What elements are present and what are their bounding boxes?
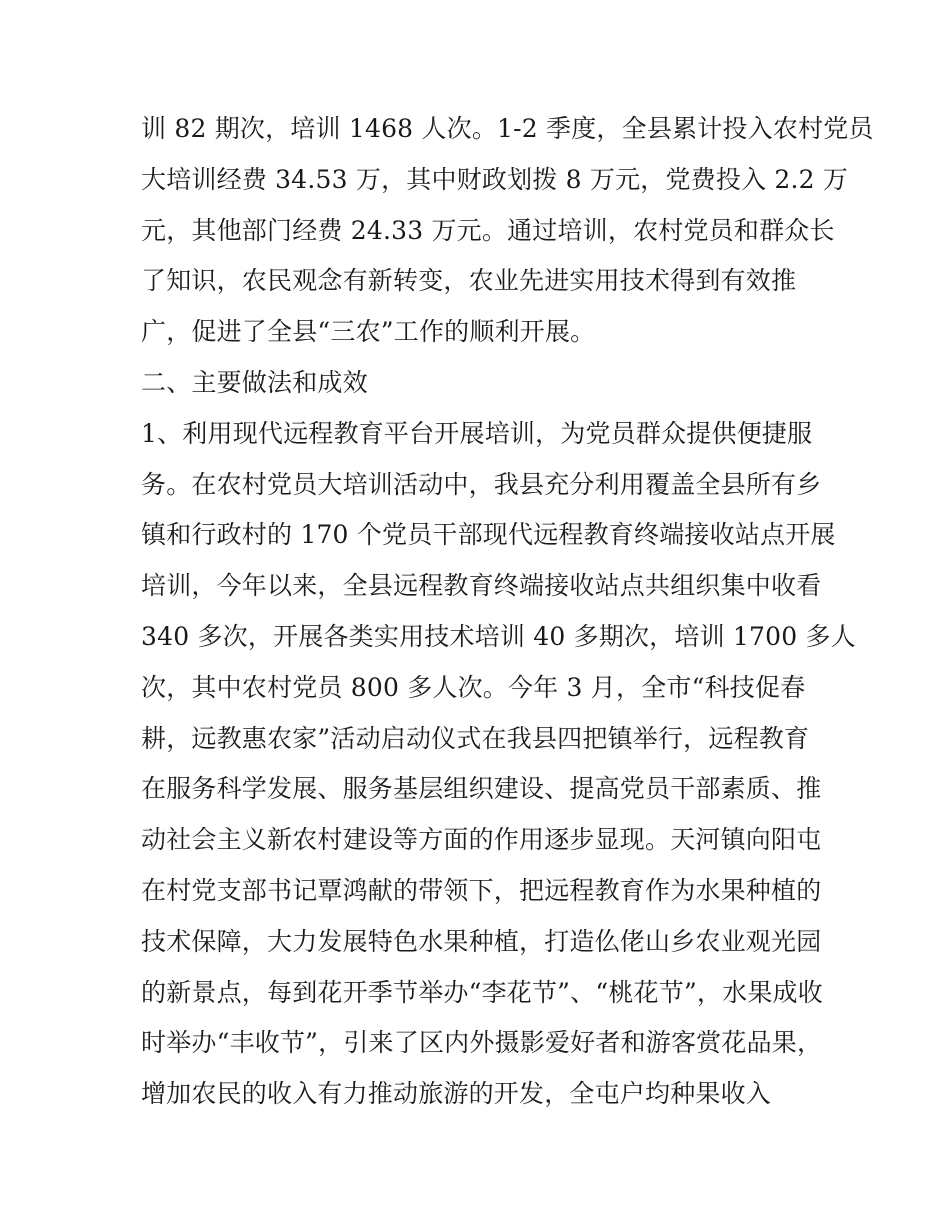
text-line: 在村党支部书记覃鸿献的带领下，把远程教育作为水果种植的	[141, 875, 822, 905]
text-line: 元，其他部门经费 24.33 万元。通过培训，农村党员和群众长	[141, 215, 835, 245]
body-text	[141, 104, 874, 1120]
section-heading: 二、主要做法和成效	[141, 367, 368, 397]
text-line: 务。在农村党员大培训活动中，我县充分利用覆盖全县所有乡	[141, 469, 822, 499]
text-line: 时举办“丰收节”，引来了区内外摄影爱好者和游客赏花品果，	[141, 1028, 823, 1058]
text-line: 训 82 期次，培训 1468 人次。1-2 季度，全县累计投入农村党员	[141, 114, 874, 143]
text-line: 了知识，农民观念有新转变，农业先进实用技术得到有效推	[141, 266, 797, 296]
text-line: 次，其中农村党员 800 多人次。今年 3 月，全市“科技促春	[141, 672, 806, 702]
text-line: 增加农民的收入有力推动旅游的开发，全屯户均种果收入	[141, 1079, 772, 1109]
text-line: 的新景点，每到花开季节举办“李花节”、“桃花节”，水果成收	[141, 977, 823, 1007]
text-line: 动社会主义新农村建设等方面的作用逐步显现。天河镇向阳屯	[141, 825, 822, 855]
text-line: 广，促进了全县“三农”工作的顺利开展。	[141, 317, 596, 347]
text-line: 耕，远教惠农家”活动启动仪式在我县四把镇举行，远程教育	[141, 723, 810, 753]
text-line: 1、利用现代远程教育平台开展培训，为党员群众提供便捷服	[141, 418, 813, 448]
text-line: 在服务科学发展、服务基层组织建设、提高党员干部素质、推	[141, 774, 822, 804]
text-line: 340 多次，开展各类实用技术培训 40 多期次，培训 1700 多人	[141, 621, 856, 651]
text-line: 大培训经费 34.53 万，其中财政划拨 8 万元，党费投入 2.2 万	[141, 164, 849, 194]
text-line: 技术保障，大力发展特色水果种植，打造仫佬山乡农业观光园	[141, 926, 822, 956]
text-line: 镇和行政村的 170 个党员干部现代远程教育终端接收站点开展	[141, 520, 836, 550]
text-line: 培训，今年以来，全县远程教育终端接收站点共组织集中收看	[141, 571, 822, 601]
